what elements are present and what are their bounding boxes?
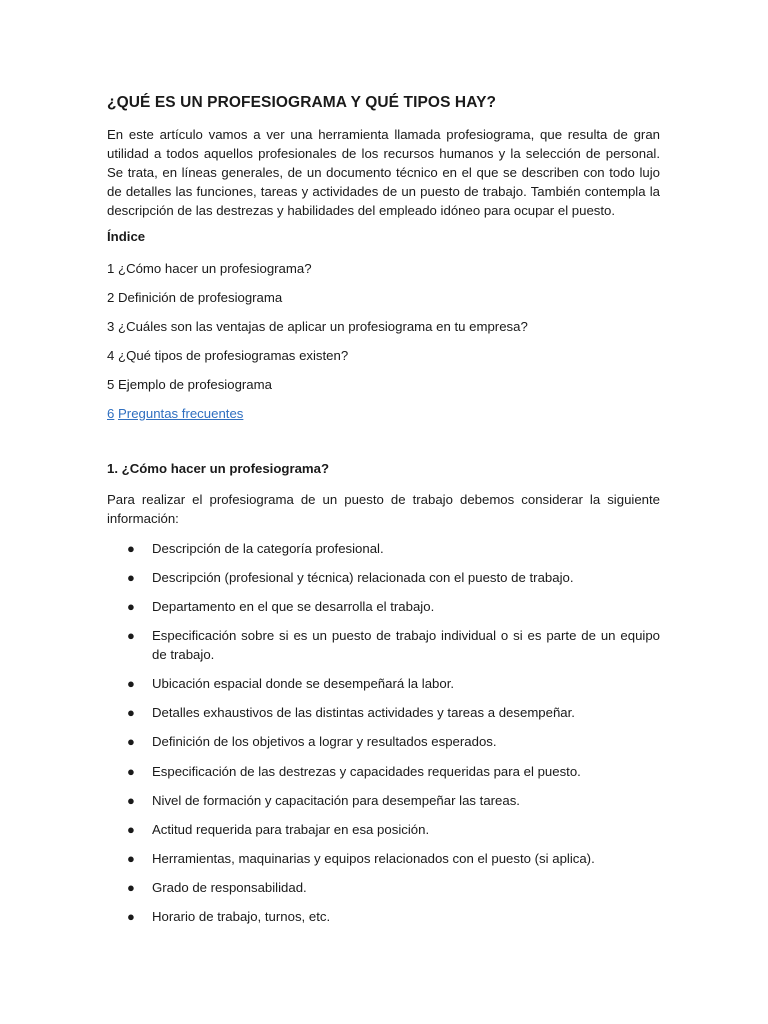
index-item-link[interactable]: Preguntas frecuentes: [118, 406, 244, 421]
bullet-icon: ●: [127, 541, 135, 556]
index-heading: Índice: [107, 229, 146, 244]
index-item-label: ¿Qué tipos de profesiogramas existen?: [118, 348, 349, 363]
index-item-2[interactable]: [107, 288, 282, 307]
index-item-1[interactable]: [107, 259, 312, 278]
index-item-number: 5: [107, 377, 115, 392]
list-item-text: Descripción (profesional y técnica) relacionada con el puesto de trabajo.: [152, 570, 574, 585]
index-item-3[interactable]: [107, 317, 528, 336]
index-item-label: ¿Cómo hacer un profesiograma?: [118, 261, 312, 276]
section-heading: 1. ¿Cómo hacer un profesiograma?: [107, 461, 330, 476]
list-item: [127, 762, 660, 781]
list-item: [127, 626, 660, 664]
bullet-icon: ●: [127, 705, 135, 720]
list-item-text: Herramientas, maquinarias y equipos relacionados con el puesto (si aplica).: [152, 851, 595, 866]
index-item-6-link[interactable]: [107, 404, 243, 423]
list-item: [127, 732, 660, 751]
list-item: [127, 703, 660, 722]
index-item-label: ¿Cuáles son las ventajas de aplicar un profesiograma en tu empresa?: [118, 319, 528, 334]
bullet-icon: ●: [127, 734, 135, 749]
list-item: [127, 791, 660, 810]
list-item-text: Especificación de las destrezas y capacidades requeridas para el puesto.: [152, 764, 581, 779]
list-item-text: Ubicación espacial donde se desempeñará la labor.: [152, 676, 455, 691]
list-item: [127, 820, 660, 839]
list-item: [127, 674, 660, 693]
bullet-icon: ●: [127, 822, 135, 837]
bullet-icon: ●: [127, 628, 135, 643]
bullet-icon: ●: [127, 851, 135, 866]
index-item-number-link[interactable]: 6: [107, 406, 115, 421]
list-item-text: Definición de los objetivos a lograr y resultados esperados.: [152, 734, 497, 749]
bullet-icon: ●: [127, 570, 135, 585]
list-item: [127, 568, 660, 587]
index-item-4[interactable]: [107, 346, 348, 365]
list-item-text: Actitud requerida para trabajar en esa posición.: [152, 822, 430, 837]
index-item-5[interactable]: [107, 375, 272, 394]
list-item-text: Horario de trabajo, turnos, etc.: [152, 909, 331, 924]
bullet-icon: ●: [127, 676, 135, 691]
list-item: [127, 878, 660, 897]
index-item-number: 2: [107, 290, 115, 305]
bullet-icon: ●: [127, 599, 135, 614]
index-item-label: Definición de profesiograma: [118, 290, 283, 305]
list-item: [127, 539, 660, 558]
bullet-icon: ●: [127, 880, 135, 895]
section-intro-paragraph: Para realizar el profesiograma de un puesto de trabajo debemos considerar la siguiente información:: [107, 492, 660, 526]
list-item-text: Nivel de formación y capacitación para desempeñar las tareas.: [152, 793, 520, 808]
list-item: [127, 907, 660, 926]
index-item-number: 4: [107, 348, 115, 363]
list-item-text: Departamento en el que se desarrolla el trabajo.: [152, 599, 435, 614]
list-item: [127, 597, 660, 616]
index-item-number: 1: [107, 261, 115, 276]
bullet-icon: ●: [127, 764, 135, 779]
bullet-icon: ●: [127, 793, 135, 808]
list-item: [127, 849, 660, 868]
bullet-icon: ●: [127, 909, 135, 924]
list-item-text: Detalles exhaustivos de las distintas actividades y tareas a desempeñar.: [152, 705, 575, 720]
index-item-number: 3: [107, 319, 115, 334]
list-item-text: Descripción de la categoría profesional.: [152, 541, 384, 556]
intro-paragraph: En este artículo vamos a ver una herramienta llamada profesiograma, que resulta de gran utilidad a todos aquellos profesionales de los recursos humanos y la selección de personal. Se trata, en líneas generales, de un documento técnico en el que se describen con todo lujo de detalles las funciones, tareas y actividades de un puesto de trabajo. También contempla la descripción de las destrezas y habilidades del empleado idóneo para ocupar el puesto.: [107, 127, 660, 218]
index-item-label: Ejemplo de profesiograma: [118, 377, 272, 392]
list-item-text: Especificación sobre si es un puesto de trabajo individual o si es parte de un equipo de trabajo.: [152, 628, 660, 662]
page-title: ¿QUÉ ES UN PROFESIOGRAMA Y QUÉ TIPOS HAY?: [107, 94, 497, 111]
list-item-text: Grado de responsabilidad.: [152, 880, 307, 895]
